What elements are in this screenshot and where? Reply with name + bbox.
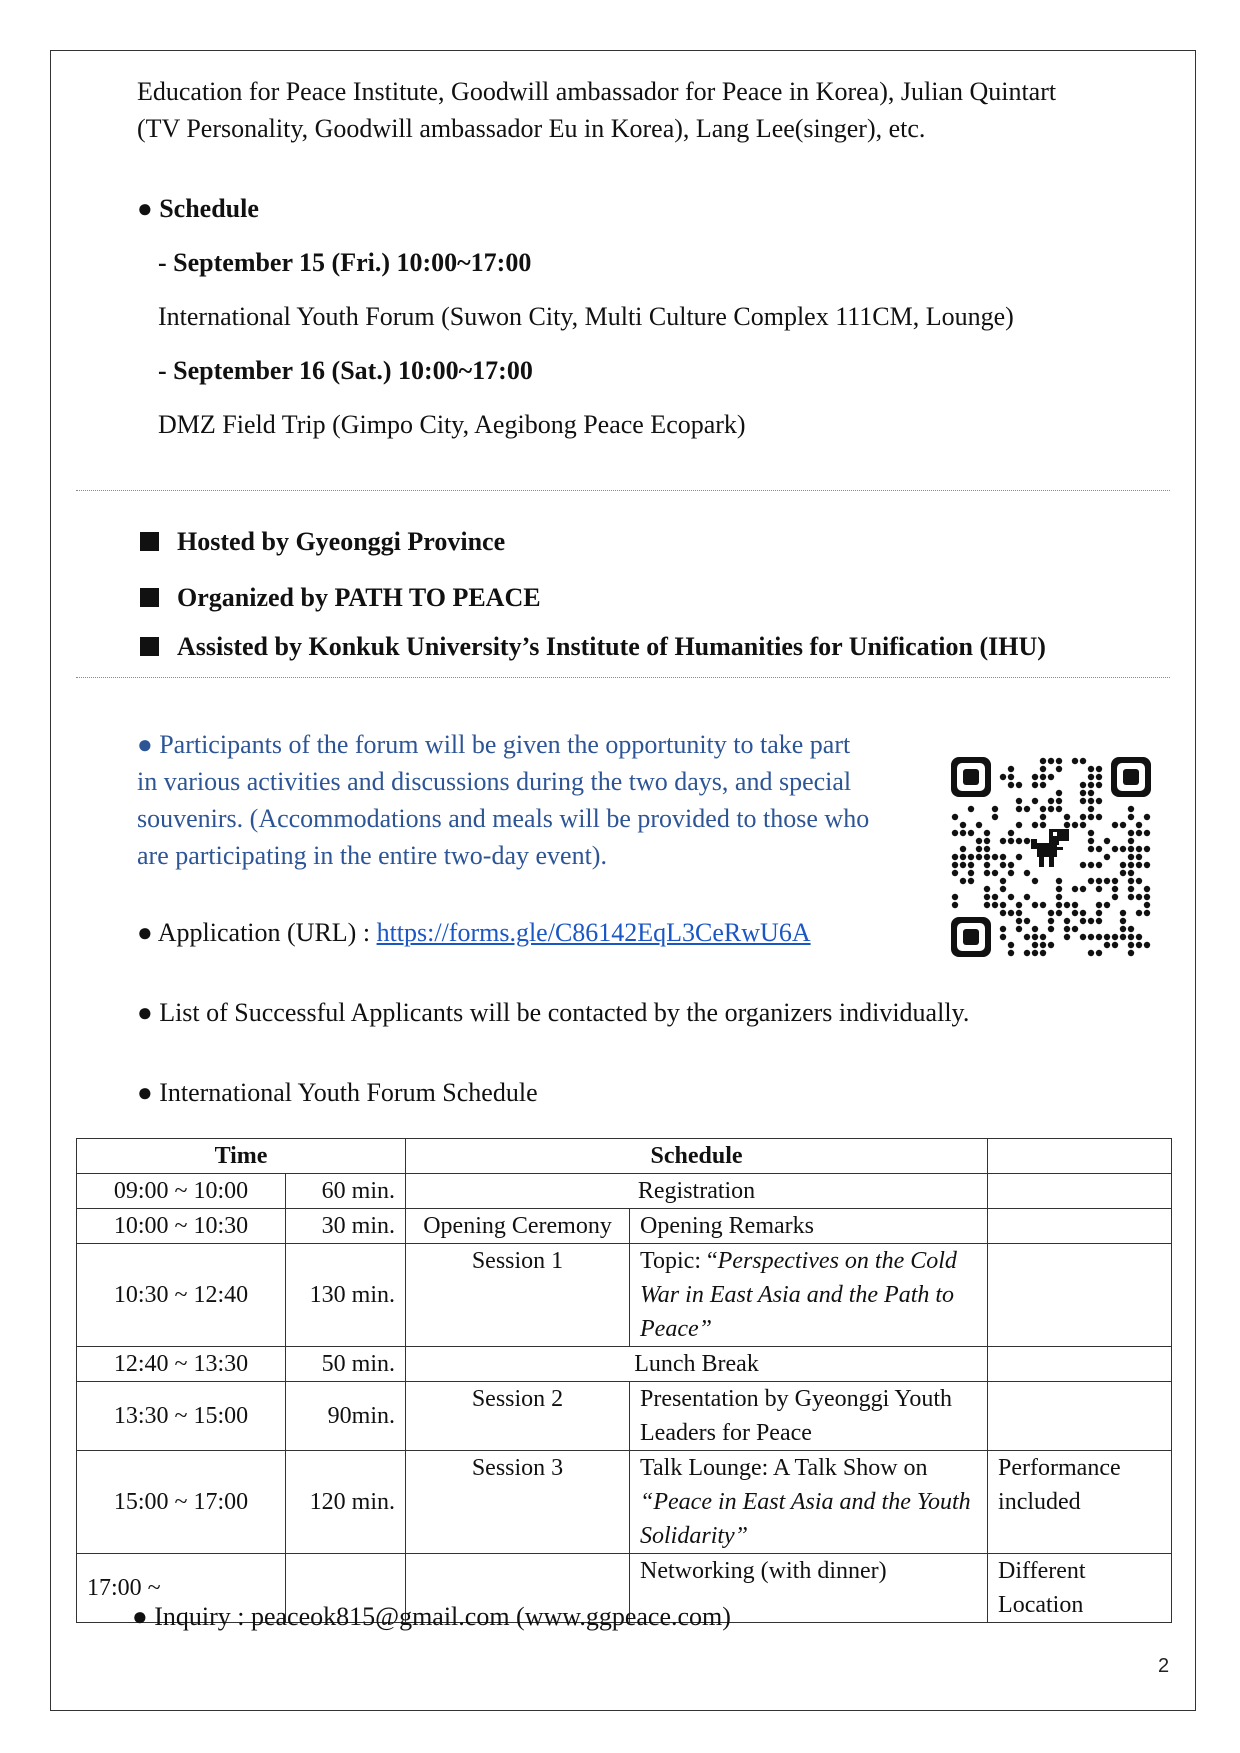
assisted-by-text: Assisted by Konkuk University’s Institute of Humanities for Unification (IHU): [177, 632, 1046, 661]
row-time: 09:00 ~ 10:00: [77, 1174, 286, 1209]
day2-description: DMZ Field Trip (Gimpo City, Aegibong Peace Ecopark): [158, 410, 746, 439]
table-row: [77, 1382, 1172, 1451]
table-row: [77, 1244, 1172, 1347]
row-session: Session 3: [406, 1451, 630, 1554]
day2-title: - September 16 (Sat.) 10:00~17:00: [158, 356, 533, 385]
row-note: [988, 1174, 1172, 1209]
row-detail: [630, 1451, 988, 1554]
applicants-notice: ● List of Successful Applicants will be contacted by the organizers individually.: [137, 998, 970, 1027]
hosted-by: [140, 523, 505, 560]
organized-by: [140, 579, 541, 616]
participants-line-1: ● Participants of the forum will be given the opportunity to take part: [137, 730, 851, 759]
row-duration: 90min.: [286, 1382, 406, 1451]
row-detail-prefix: Talk Lounge: A Talk Show on: [640, 1455, 928, 1481]
divider-bottom: [76, 677, 1170, 678]
row-detail-prefix: Topic: “: [640, 1248, 718, 1274]
row-detail-italic: “Peace in East Asia and the Youth Solidarity”: [640, 1489, 971, 1549]
participants-line-2: in various activities and discussions during the two days, and special: [137, 767, 852, 796]
row-detail: [630, 1244, 988, 1347]
row-session: Opening Ceremony: [406, 1209, 630, 1244]
row-note: [988, 1382, 1172, 1451]
row-detail: Opening Remarks: [630, 1209, 988, 1244]
day1-description: International Youth Forum (Suwon City, Multi Culture Complex 111CM, Lounge): [158, 302, 1014, 331]
row-session: Session 1: [406, 1244, 630, 1347]
row-detail-italic: Perspectives on the Cold War in East Asia and the Path to Peace”: [640, 1248, 957, 1342]
forum-schedule-table: [76, 1138, 1172, 1623]
qr-code-graphic: [951, 757, 1151, 957]
header-note: [988, 1139, 1172, 1174]
application-url-link[interactable]: https://forms.gle/C86142EqL3CeRwU6A: [376, 918, 811, 947]
forum-schedule-heading: ● International Youth Forum Schedule: [137, 1078, 538, 1107]
assisted-by: [140, 628, 1046, 665]
row-note: [988, 1244, 1172, 1347]
qr-code-icon[interactable]: [951, 757, 1151, 957]
row-note: Different Location: [988, 1554, 1172, 1623]
table-row: [77, 1174, 1172, 1209]
row-duration: 50 min.: [286, 1347, 406, 1382]
row-note: Performance included: [988, 1451, 1172, 1554]
schedule-heading: ● Schedule: [137, 194, 259, 223]
intro-line-2: (TV Personality, Goodwill ambassador Eu in Korea), Lang Lee(singer), etc.: [137, 114, 926, 143]
row-duration: 130 min.: [286, 1244, 406, 1347]
header-schedule: Schedule: [406, 1139, 988, 1174]
page-number: 2: [1158, 1655, 1170, 1677]
inquiry-line: ● Inquiry : peaceok815@gmail.com (www.ggpeace.com): [132, 1602, 731, 1631]
table-row: [77, 1209, 1172, 1244]
row-time: 10:30 ~ 12:40: [77, 1244, 286, 1347]
application-label: ● Application (URL) :: [137, 918, 377, 947]
row-duration: 30 min.: [286, 1209, 406, 1244]
row-time: 13:30 ~ 15:00: [77, 1382, 286, 1451]
table-header-row: [77, 1139, 1172, 1174]
dinosaur-icon: [1031, 829, 1069, 867]
divider-top: [76, 490, 1170, 491]
row-duration: 60 min.: [286, 1174, 406, 1209]
participants-line-3: souvenirs. (Accommodations and meals will be provided to those who: [137, 804, 870, 833]
intro-line-1: Education for Peace Institute, Goodwill ambassador for Peace in Korea), Julian Quintart: [137, 77, 1057, 106]
table-row: [77, 1451, 1172, 1554]
header-time: Time: [77, 1139, 406, 1174]
square-bullet-icon: [140, 637, 159, 656]
row-time: 10:00 ~ 10:30: [77, 1209, 286, 1244]
row-note: [988, 1209, 1172, 1244]
row-duration: 120 min.: [286, 1451, 406, 1554]
row-detail: Presentation by Gyeonggi Youth Leaders for Peace: [630, 1382, 988, 1451]
day1-title: - September 15 (Fri.) 10:00~17:00: [158, 248, 532, 277]
hosted-by-text: Hosted by Gyeonggi Province: [177, 527, 506, 556]
table-row: [77, 1347, 1172, 1382]
row-time: 12:40 ~ 13:30: [77, 1347, 286, 1382]
organized-by-text: Organized by PATH TO PEACE: [177, 583, 541, 612]
row-session: Session 2: [406, 1382, 630, 1451]
application-line: [137, 914, 811, 951]
square-bullet-icon: [140, 588, 159, 607]
row-program: Lunch Break: [406, 1347, 988, 1382]
square-bullet-icon: [140, 532, 159, 551]
row-note: [988, 1347, 1172, 1382]
row-program: Registration: [406, 1174, 988, 1209]
row-detail: Networking (with dinner): [630, 1554, 988, 1623]
participants-line-4: are participating in the entire two-day event).: [137, 841, 607, 870]
row-time: 15:00 ~ 17:00: [77, 1451, 286, 1554]
row-time: 17:00 ~: [77, 1554, 286, 1623]
